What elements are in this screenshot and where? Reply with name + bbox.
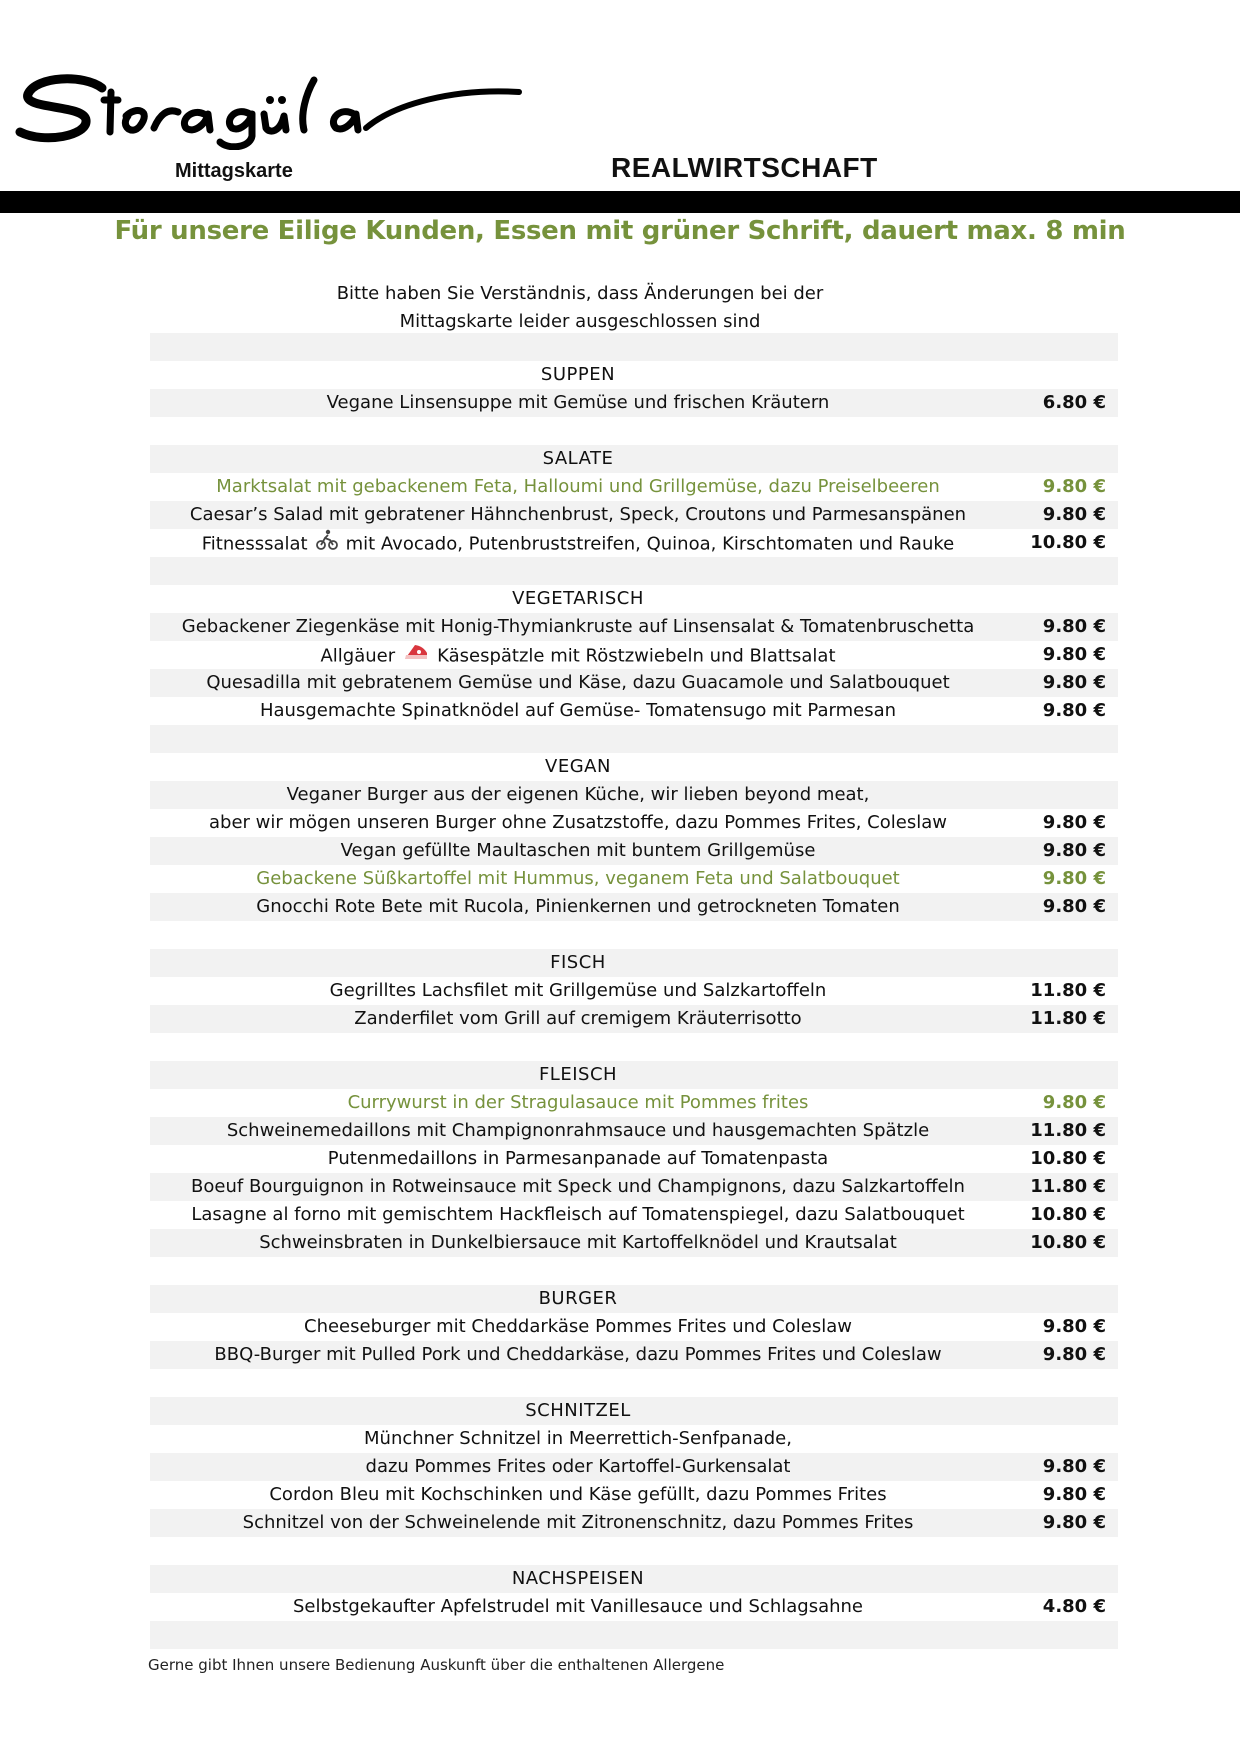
- notice-line-1: Bitte haben Sie Verständnis, dass Änderungen bei der: [336, 283, 824, 304]
- dish-description: Veganer Burger aus der eigenen Küche, wir lieben beyond meat,: [286, 784, 870, 805]
- menu-section-heading: [150, 949, 1118, 977]
- dish-description: Schweinemedaillons mit Champignonrahmsauce und hausgemachten Spätzle: [226, 1120, 930, 1141]
- dish-price: 9.80 €: [1042, 504, 1106, 525]
- menu-spacer-row: [150, 1257, 1118, 1285]
- menu-section-heading: [150, 1061, 1118, 1089]
- menu-section-heading: [150, 361, 1118, 389]
- express-tagline: Für unsere Eilige Kunden, Essen mit grüner Schrift, dauert max. 8 min: [114, 216, 1126, 246]
- cheese-icon: [403, 641, 429, 669]
- section-title: VEGAN: [545, 756, 611, 777]
- dish-price: 9.80 €: [1042, 1344, 1106, 1365]
- menu-item-row: [150, 613, 1118, 641]
- dish-description: Schweinsbraten in Dunkelbiersauce mit Kartoffelknödel und Krautsalat: [259, 1232, 897, 1253]
- dish-price: 4.80 €: [1042, 1596, 1106, 1617]
- section-title: SUPPEN: [540, 364, 616, 385]
- dish-description: Cordon Bleu mit Kochschinken und Käse gefüllt, dazu Pommes Frites: [269, 1484, 887, 1505]
- section-title: FLEISCH: [538, 1064, 618, 1085]
- dish-description: Münchner Schnitzel in Meerrettich-Senfpanade,: [364, 1428, 792, 1449]
- notice-line-2: Mittagskarte leider ausgeschlossen sind: [399, 311, 761, 332]
- dish-description: Schnitzel von der Schweinelende mit Zitronenschnitz, dazu Pommes Frites: [242, 1512, 914, 1533]
- dish-description: [150, 529, 1006, 557]
- menu-title: Mittagskarte: [175, 160, 293, 182]
- dish-description: Selbstgekaufter Apfelstrudel mit Vanillesauce und Schlagsahne: [292, 1596, 863, 1617]
- dish-price: 9.80 €: [1042, 812, 1106, 833]
- menu-spacer-row: [150, 557, 1118, 585]
- menu-list: [150, 333, 1118, 1649]
- dish-description: aber wir mögen unseren Burger ohne Zusatzstoffe, dazu Pommes Frites, Coleslaw: [209, 812, 947, 833]
- menu-item-row: [150, 1117, 1118, 1145]
- dish-description: Hausgemachte Spinatknödel auf Gemüse- Tomatensugo mit Parmesan: [259, 700, 897, 721]
- menu-item-row: [150, 809, 1118, 837]
- menu-section-heading: [150, 1397, 1118, 1425]
- menu-item-row: [150, 1509, 1118, 1537]
- dish-price: 9.80 €: [1042, 476, 1106, 497]
- dish-description: Marktsalat mit gebackenem Feta, Halloumi und Grillgemüse, dazu Preiselbeeren: [216, 476, 940, 497]
- dish-description: Quesadilla mit gebratenem Gemüse und Käse, dazu Guacamole und Salatbouquet: [206, 672, 950, 693]
- dish-price: 10.80 €: [1030, 1148, 1106, 1169]
- dish-description: [150, 641, 1006, 669]
- dish-description: Vegane Linsensuppe mit Gemüse und frischen Kräutern: [326, 392, 830, 413]
- dish-price: 9.80 €: [1042, 1484, 1106, 1505]
- dish-description: BBQ-Burger mit Pulled Pork und Cheddarkäse, dazu Pommes Frites und Coleslaw: [214, 1344, 942, 1365]
- menu-item-row: [150, 1089, 1118, 1117]
- dish-description: Putenmedaillons in Parmesanpanade auf Tomatenpasta: [327, 1148, 829, 1169]
- dish-description: Caesar’s Salad mit gebratener Hähnchenbrust, Speck, Croutons und Parmesanspänen: [189, 504, 967, 525]
- dish-description: Cheeseburger mit Cheddarkäse Pommes Frites und Coleslaw: [304, 1316, 852, 1337]
- dish-description: Lasagne al forno mit gemischtem Hackfleisch auf Tomatenspiegel, dazu Salatbouquet: [191, 1204, 965, 1225]
- menu-section-heading: [150, 1285, 1118, 1313]
- dish-description: Gebackene Süßkartoffel mit Hummus, veganem Feta und Salatbouquet: [256, 868, 900, 889]
- menu-spacer-row: [150, 333, 1118, 361]
- dish-description: Gebackener Ziegenkäse mit Honig-Thymiankruste auf Linsensalat & Tomatenbruschetta: [181, 616, 975, 637]
- dish-name-prefix: Fitnesssalat: [201, 533, 308, 555]
- menu-section-heading: [150, 1565, 1118, 1593]
- menu-item-row: [150, 1313, 1118, 1341]
- dish-price: 9.80 €: [1042, 1316, 1106, 1337]
- menu-spacer-row: [150, 921, 1118, 949]
- dish-description: Currywurst in der Stragulasauce mit Pommes frites: [347, 1092, 809, 1113]
- dish-description: dazu Pommes Frites oder Kartoffel-Gurkensalat: [365, 1456, 791, 1477]
- section-title: SALATE: [542, 448, 614, 469]
- menu-spacer-row: [150, 725, 1118, 753]
- dish-price: 9.80 €: [1042, 616, 1106, 637]
- dish-price: 10.80 €: [1030, 532, 1106, 553]
- dish-price: 9.80 €: [1042, 700, 1106, 721]
- section-title: VEGETARISCH: [512, 588, 644, 609]
- menu-spacer-row: [150, 1537, 1118, 1565]
- section-title: NACHSPEISEN: [511, 1568, 645, 1589]
- dish-description: Zanderfilet vom Grill auf cremigem Kräuterrisotto: [354, 1008, 802, 1029]
- menu-item-row: [150, 1145, 1118, 1173]
- menu-item-row: [150, 1229, 1118, 1257]
- menu-item-row: [150, 641, 1118, 669]
- dish-price: 11.80 €: [1030, 1008, 1106, 1029]
- menu-item-row: [150, 781, 1118, 809]
- section-title: SCHNITZEL: [525, 1400, 631, 1421]
- dish-price: 9.80 €: [1042, 1092, 1106, 1113]
- menu-item-row: [150, 389, 1118, 417]
- menu-section-heading: [150, 445, 1118, 473]
- menu-section-heading: [150, 585, 1118, 613]
- dish-price: 9.80 €: [1042, 1456, 1106, 1477]
- dish-price: 11.80 €: [1030, 1120, 1106, 1141]
- menu-item-row: [150, 1005, 1118, 1033]
- change-notice: [290, 280, 870, 336]
- dish-price: 9.80 €: [1042, 1512, 1106, 1533]
- section-title: BURGER: [538, 1288, 618, 1309]
- dish-name-prefix: Allgäuer: [320, 645, 396, 667]
- menu-item-row: [150, 697, 1118, 725]
- menu-item-row: [150, 1425, 1118, 1453]
- dish-description: Vegan gefüllte Maultaschen mit buntem Grillgemüse: [340, 840, 816, 861]
- menu-item-row: [150, 529, 1118, 557]
- stragula-logo: [14, 70, 534, 150]
- menu-section-heading: [150, 753, 1118, 781]
- dish-price: 6.80 €: [1042, 392, 1106, 413]
- dish-price: 11.80 €: [1030, 1176, 1106, 1197]
- menu-item-row: [150, 1481, 1118, 1509]
- dish-price: 9.80 €: [1042, 896, 1106, 917]
- restaurant-subtitle: REALWIRTSCHAFT: [611, 152, 878, 183]
- cyclist-icon: [316, 529, 338, 557]
- menu-item-row: [150, 501, 1118, 529]
- menu-item-row: [150, 1341, 1118, 1369]
- allergen-footer-note: Gerne gibt Ihnen unsere Bedienung Auskunft über die enthaltenen Allergene: [148, 1656, 725, 1674]
- menu-spacer-row: [150, 417, 1118, 445]
- menu-item-row: [150, 865, 1118, 893]
- dish-price: 10.80 €: [1030, 1204, 1106, 1225]
- dish-price: 9.80 €: [1042, 644, 1106, 665]
- menu-item-row: [150, 1173, 1118, 1201]
- menu-spacer-row: [150, 1621, 1118, 1649]
- menu-item-row: [150, 1201, 1118, 1229]
- dish-price: 9.80 €: [1042, 672, 1106, 693]
- menu-item-row: [150, 977, 1118, 1005]
- dish-description: Gnocchi Rote Bete mit Rucola, Pinienkernen und getrockneten Tomaten: [256, 896, 900, 917]
- dish-price: 10.80 €: [1030, 1232, 1106, 1253]
- dish-description: Boeuf Bourguignon in Rotweinsauce mit Speck und Champignons, dazu Salzkartoffeln: [191, 1176, 965, 1197]
- dish-price: 11.80 €: [1030, 980, 1106, 1001]
- dish-name-rest: Käsespätzle mit Röstzwiebeln und Blattsalat: [437, 645, 836, 667]
- dish-name-rest: mit Avocado, Putenbruststreifen, Quinoa, Kirschtomaten und Rauke: [345, 533, 955, 555]
- menu-spacer-row: [150, 1033, 1118, 1061]
- menu-spacer-row: [150, 1369, 1118, 1397]
- section-title: FISCH: [550, 952, 606, 973]
- header-divider-bar: [0, 191, 1240, 213]
- menu-item-row: [150, 1593, 1118, 1621]
- dish-price: 9.80 €: [1042, 868, 1106, 889]
- dish-description: Gegrilltes Lachsfilet mit Grillgemüse und Salzkartoffeln: [329, 980, 827, 1001]
- dish-price: 9.80 €: [1042, 840, 1106, 861]
- menu-item-row: [150, 1453, 1118, 1481]
- menu-item-row: [150, 669, 1118, 697]
- menu-item-row: [150, 473, 1118, 501]
- menu-item-row: [150, 837, 1118, 865]
- menu-item-row: [150, 893, 1118, 921]
